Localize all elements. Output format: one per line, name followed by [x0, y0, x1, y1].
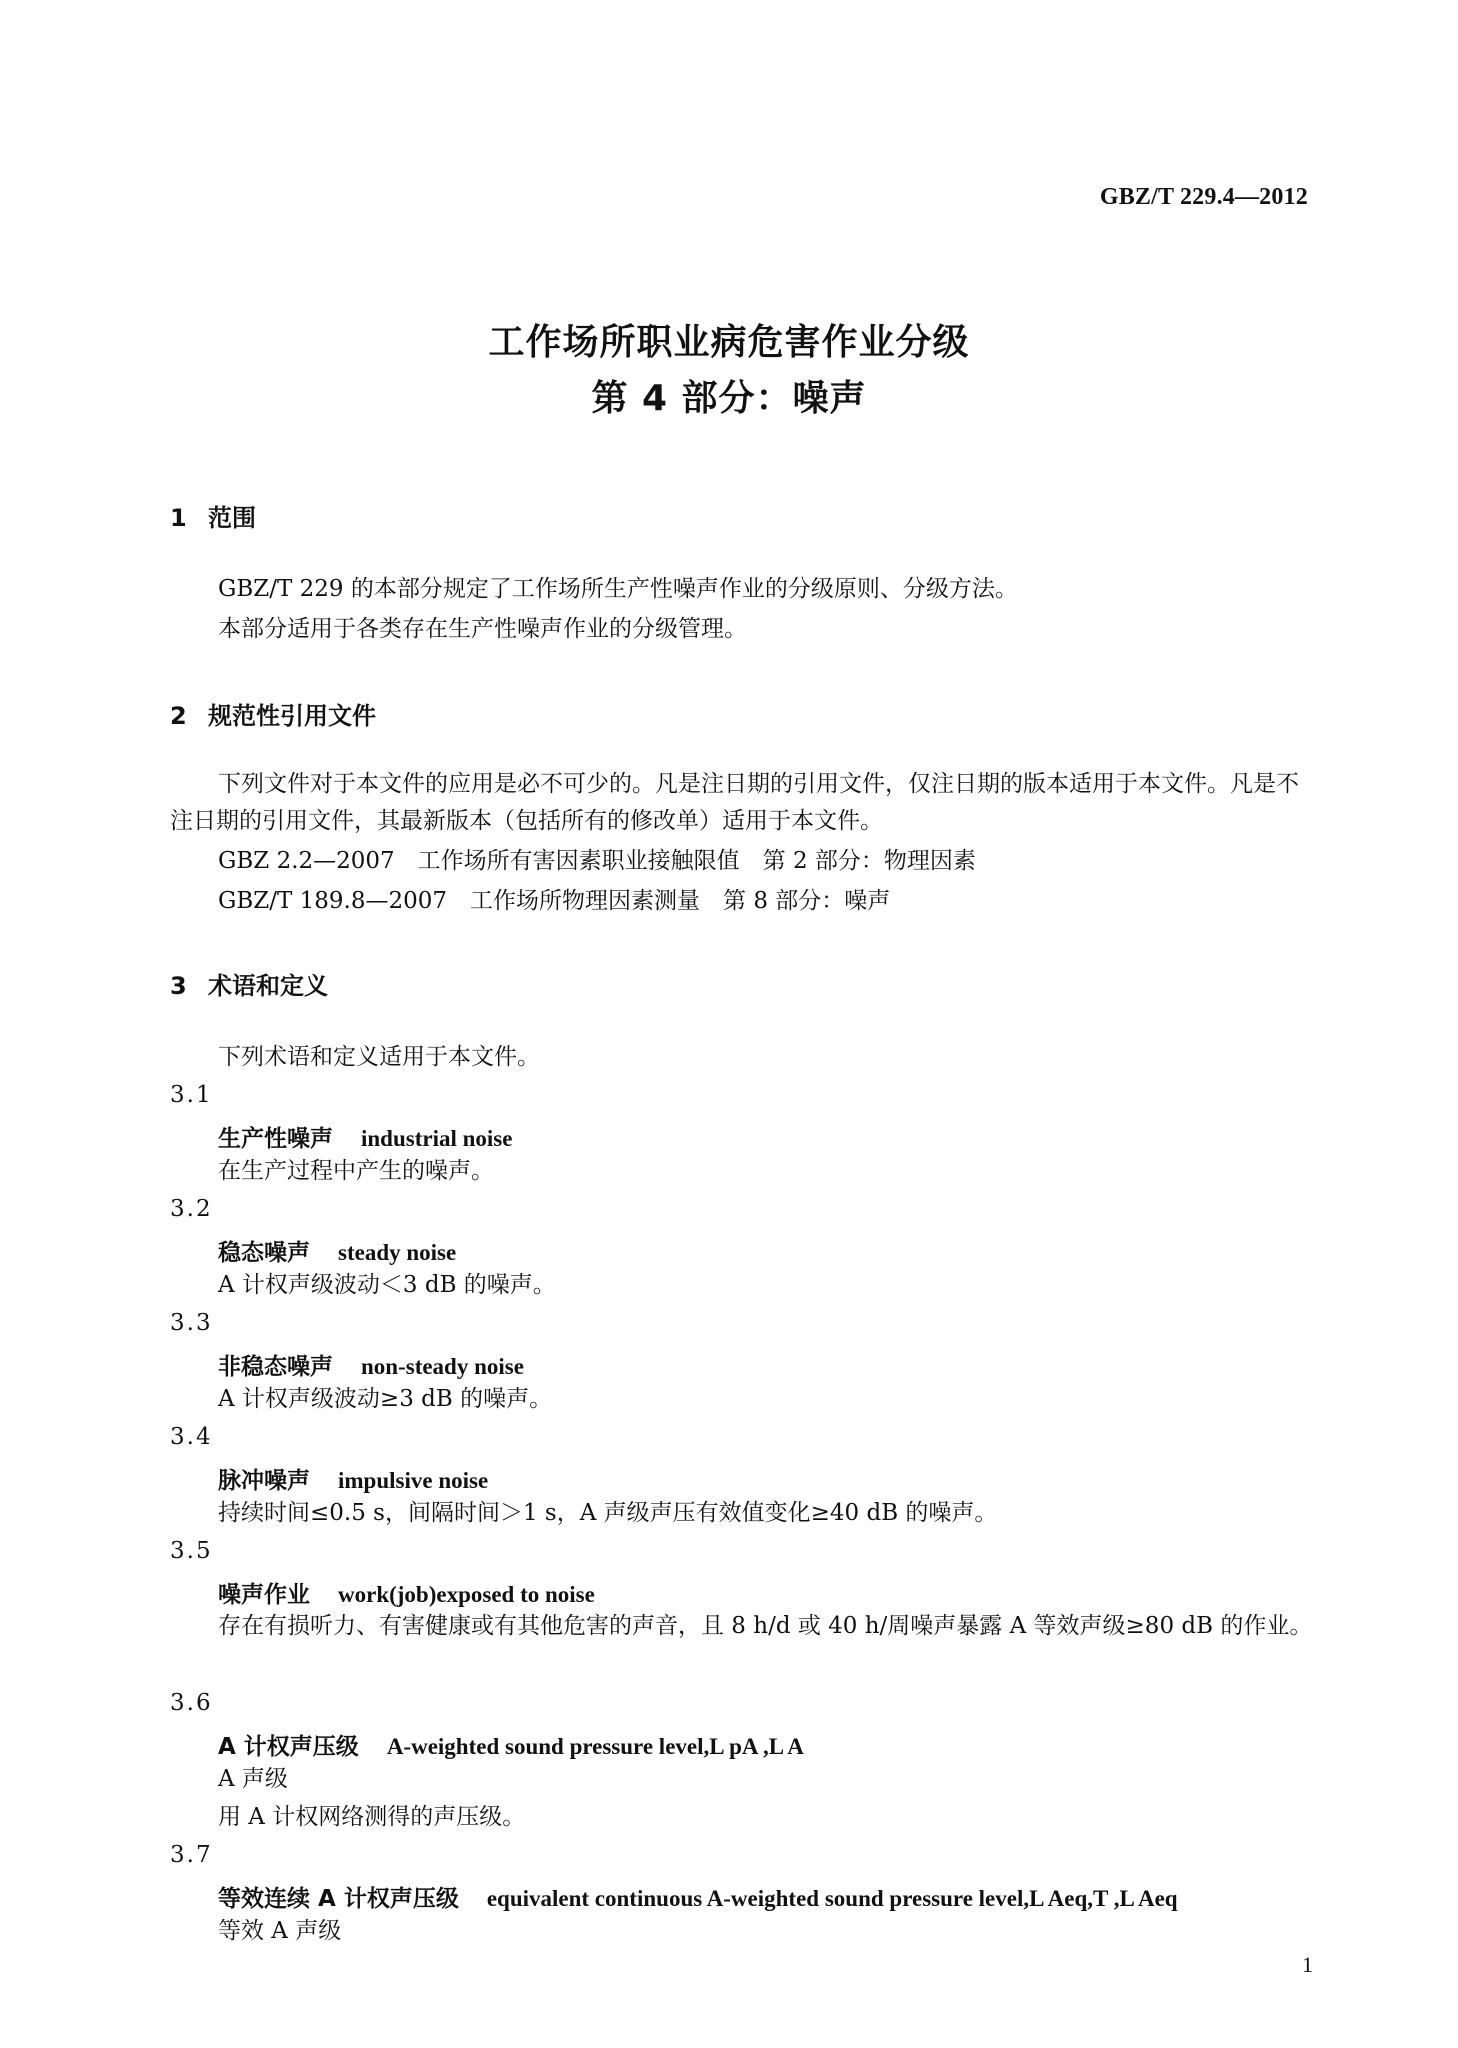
- term-english: steady noise: [338, 1240, 457, 1265]
- term-english: A-weighted sound pressure level,L pA ,L A: [386, 1734, 804, 1759]
- document-title: 工作场所职业病危害作业分级: [488, 322, 970, 363]
- section-title: 规范性引用文件: [208, 702, 376, 730]
- term-heading: [218, 1576, 595, 1609]
- term-chinese: 脉冲噪声: [218, 1468, 310, 1494]
- term-heading: [218, 1462, 488, 1495]
- term-heading: [218, 1880, 1178, 1913]
- term-definition: 存在有损听力、有害健康或有其他危害的声音，且 8 h/d 或 40 h/周噪声暴露 A 等效声级≥80 dB 的作业。: [218, 1613, 1313, 1639]
- clause-number: 3.3: [170, 1310, 213, 1336]
- term-definition: 在生产过程中产生的噪声。: [218, 1158, 494, 1184]
- clause-number: 3.4: [170, 1424, 213, 1450]
- term-chinese: 噪声作业: [218, 1582, 310, 1608]
- term-english: work(job)exposed to noise: [338, 1582, 595, 1607]
- term-heading: [218, 1120, 512, 1153]
- section-heading-terms: [170, 966, 328, 1001]
- section-title: 范围: [208, 504, 256, 532]
- term-definition: A 计权声级波动＜3 dB 的噪声。: [218, 1272, 556, 1298]
- term-chinese: 生产性噪声: [218, 1126, 333, 1152]
- standard-code: GBZ/T 229.4—2012: [1099, 184, 1308, 210]
- term-chinese: 非稳态噪声: [218, 1354, 333, 1380]
- section-number: 3: [170, 972, 187, 1000]
- section-number: 2: [170, 702, 187, 730]
- term-heading: [218, 1234, 456, 1267]
- term-heading: [218, 1728, 804, 1761]
- term-chinese: 稳态噪声: [218, 1240, 310, 1266]
- term-english: equivalent continuous A-weighted sound pressure level,L Aeq,T ,L Aeq: [486, 1886, 1178, 1911]
- term-chinese: 等效连续 A 计权声压级: [218, 1886, 459, 1912]
- section-heading-normative-references: [170, 696, 376, 731]
- term-heading: [218, 1348, 524, 1381]
- term-english: industrial noise: [361, 1126, 513, 1151]
- page-number: 1: [1302, 1952, 1313, 1977]
- paragraph: 本部分适用于各类存在生产性噪声作业的分级管理。: [218, 616, 747, 642]
- term-synonym: 等效 A 声级: [218, 1918, 342, 1944]
- section-title: 术语和定义: [208, 972, 328, 1000]
- clause-number: 3.6: [170, 1690, 213, 1716]
- reference-item: GBZ/T 189.8—2007 工作场所物理因素测量 第 8 部分：噪声: [218, 888, 891, 914]
- term-definition: A 计权声级波动≥3 dB 的噪声。: [218, 1386, 553, 1412]
- section-number: 1: [170, 504, 187, 532]
- term-definition: 持续时间≤0.5 s，间隔时间＞1 s，A 声级声压有效值变化≥40 dB 的噪声。: [218, 1500, 998, 1526]
- clause-number: 3.2: [170, 1196, 213, 1222]
- term-synonym: A 声级: [218, 1766, 288, 1792]
- paragraph: GBZ/T 229 的本部分规定了工作场所生产性噪声作业的分级原则、分级方法。: [218, 576, 1018, 602]
- section-heading-scope: [170, 498, 256, 533]
- clause-number: 3.7: [170, 1842, 213, 1868]
- clause-number: 3.5: [170, 1538, 213, 1564]
- reference-item: GBZ 2.2—2007 工作场所有害因素职业接触限值 第 2 部分：物理因素: [218, 848, 976, 874]
- paragraph: 下列文件对于本文件的应用是必不可少的。凡是注日期的引用文件，仅注日期的版本适用于本文件。凡是不注日期的引用文件，其最新版本（包括所有的修改单）适用于本文件。: [170, 771, 1299, 834]
- term-english: non-steady noise: [361, 1354, 524, 1379]
- paragraph: 下列术语和定义适用于本文件。: [218, 1044, 540, 1070]
- document-subtitle: 第 4 部分：噪声: [591, 378, 867, 419]
- term-definition: 用 A 计权网络测得的声压级。: [218, 1804, 526, 1830]
- term-chinese: A 计权声压级: [218, 1734, 359, 1760]
- term-english: impulsive noise: [338, 1468, 489, 1493]
- clause-number: 3.1: [170, 1082, 213, 1108]
